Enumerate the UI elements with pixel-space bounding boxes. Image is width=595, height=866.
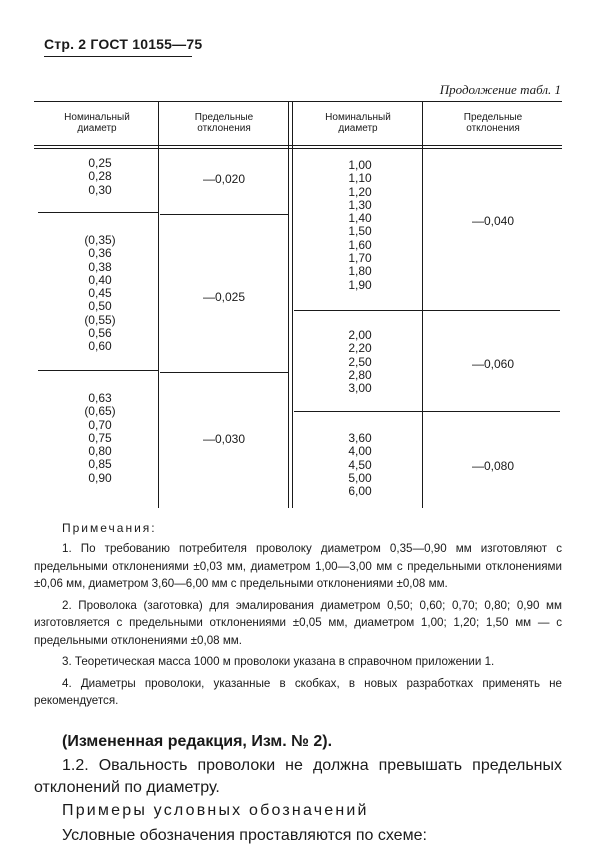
header-line: Номинальный (325, 112, 391, 123)
diameter-value: 0,50 (88, 299, 112, 314)
amendment-note: (Измененная редакция, Изм. № 2). (62, 733, 333, 750)
group-separator (294, 411, 560, 412)
diameter-value: 1,90 (348, 277, 372, 292)
table-continuation-caption: Продолжение табл. 1 (439, 82, 561, 97)
tolerance-value: —0,020 (202, 172, 246, 186)
tolerance-value: —0,060 (471, 357, 515, 371)
diameter-value: 4,50 (348, 457, 372, 472)
diameter-value: 0,38 (88, 259, 112, 274)
header-line: Номинальный (64, 112, 130, 123)
header-line: диаметр (338, 123, 378, 134)
diameter-value: 0,75 (88, 430, 112, 445)
scheme-text: Условные обозначения проставляются по схеме: (62, 827, 427, 844)
header-underline (44, 56, 192, 57)
notes-block (34, 540, 562, 710)
header-tolerance (163, 112, 285, 134)
diameter-value: (0,55) (84, 312, 116, 327)
diameter-value: 2,50 (348, 354, 372, 369)
diameter-value: 0,36 (88, 246, 112, 261)
diameter-value: 2,80 (348, 367, 372, 382)
examples-heading: Примеры условных обозначений (62, 802, 369, 819)
diameter-value: 5,00 (348, 470, 372, 485)
diameter-value: 3,00 (348, 381, 372, 396)
diameter-value: 0,28 (88, 169, 112, 184)
diameter-value: 0,90 (88, 470, 112, 485)
diameter-value: 1,00 (348, 158, 372, 172)
diameter-value: 1,80 (348, 264, 372, 279)
diameter-value: 3,60 (348, 431, 372, 445)
diameter-value: 0,63 (88, 391, 112, 405)
diameter-value: 0,30 (88, 182, 112, 197)
diameter-value: (0,35) (84, 233, 116, 247)
diameter-value: 0,85 (88, 457, 112, 472)
group-separator (160, 372, 288, 373)
diameter-group (320, 432, 400, 498)
header-tolerance (426, 112, 560, 134)
note-2: 2. Проволока (заготовка) для эмалирования диаметром 0,50; 0,60; 0,70; 0,80; 0,90 мм изготовляется с предельными отклонениями ±0,05 мм, диаметром 1,00; 1,20; 1,50 мм — с предельными отклонениями ±0,08 мм. (34, 598, 562, 647)
note-4: 4. Диаметры проволоки, указанные в скобках, в новых разработках применять не рекомендуется. (34, 676, 562, 707)
group-separator (294, 310, 560, 311)
diameter-value: 1,30 (348, 197, 372, 212)
table-header-rule-double (34, 148, 562, 149)
clause-1-2: 1.2. Овальность проволоки не должна превышать предельных отклонений по диаметру. (34, 757, 562, 796)
group-separator (160, 214, 288, 215)
diameter-group (320, 159, 400, 292)
tolerance-value: —0,030 (202, 432, 246, 446)
diameter-value: 0,40 (88, 272, 112, 287)
diameter-value: 0,56 (88, 326, 112, 341)
header-line: Предельные (194, 112, 254, 123)
diameter-value: 0,25 (88, 156, 112, 170)
group-separator (38, 212, 158, 213)
diameter-value: 0,60 (88, 339, 112, 354)
diameter-value: 1,20 (348, 184, 372, 199)
group-separator (38, 370, 158, 371)
column-divider (422, 101, 423, 508)
notes-title: Примечания: (62, 521, 157, 535)
column-divider (158, 101, 159, 508)
diameter-value: 1,40 (348, 211, 372, 226)
diameter-value: 1,70 (348, 251, 372, 266)
header-line: Предельные (463, 112, 523, 123)
page-label: Стр. 2 ГОСТ 10155—75 (44, 36, 203, 52)
diameter-group (60, 157, 140, 197)
diameter-value: 1,50 (348, 224, 372, 239)
diameter-value: 2,00 (348, 328, 372, 342)
diameter-group (320, 329, 400, 395)
column-divider (288, 101, 289, 508)
diameter-value: 2,20 (348, 341, 372, 356)
tolerance-value: —0,025 (202, 290, 246, 304)
diameter-value: 1,10 (348, 171, 372, 186)
header-nominal-diameter (40, 112, 154, 134)
column-divider (292, 101, 293, 508)
header-nominal-diameter (297, 112, 419, 134)
diameter-value: (0,65) (84, 404, 116, 419)
diameter-group (60, 234, 140, 354)
diameter-value: 4,00 (348, 444, 372, 459)
note-3: 3. Теоретическая масса 1000 м проволоки указана в справочном приложении 1. (62, 655, 495, 668)
header-line: отклонения (466, 123, 520, 134)
header-line: отклонения (197, 123, 251, 134)
diameter-value: 0,80 (88, 444, 112, 459)
diameter-value: 0,70 (88, 417, 112, 432)
tolerance-value: —0,080 (471, 459, 515, 473)
header-line: диаметр (77, 123, 117, 134)
diameter-value: 0,45 (88, 286, 112, 301)
table-top-rule (34, 101, 562, 102)
note-1: 1. По требованию потребителя проволоку диаметром 0,35—0,90 мм изготовляют с предельными отклонениями ±0,03 мм, диаметром 1,00—3,00 мм с предельными отклонениями ±0,06 мм, диаметром 3,60—6,00 мм с предельными отклонениями ±0,08 мм. (34, 542, 562, 590)
diameter-group (60, 392, 140, 485)
diameter-value: 6,00 (348, 484, 372, 499)
tolerance-value: —0,040 (471, 214, 515, 228)
diameter-value: 1,60 (348, 237, 372, 252)
table-header-rule (34, 145, 562, 146)
